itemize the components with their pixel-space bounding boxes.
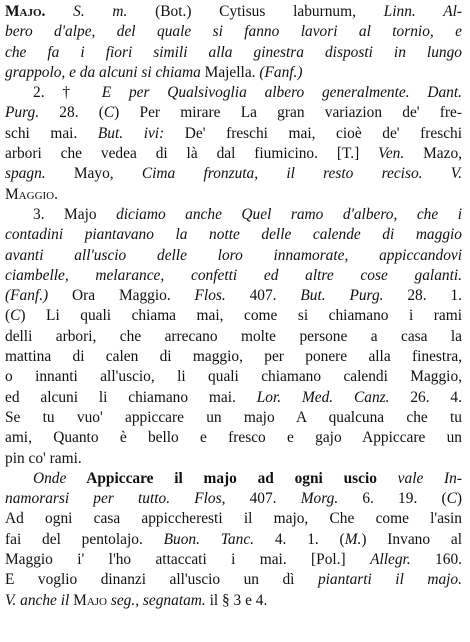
text-run: De' freschi mai, cioè de' freschi [164,124,462,142]
italic-text: S. m. [73,3,128,20]
italic-text: (Fanf.) [5,287,49,305]
text-run: ) [456,490,462,508]
text-run: Majella. [204,63,260,81]
text-run: o innanti all'uscio, li quali chiamano calendi Maggio, [5,368,462,386]
italic-text: Flos. [194,287,226,305]
italic-text: Allegr. [370,551,411,569]
text-run: 28. ( [39,104,104,122]
text-line [5,22,462,42]
italic-text: (Fanf.) [259,63,303,81]
italic-text: Linn. Al- [383,3,462,20]
italic-text: avanti all'uscio delle loro innamorate, appiccandovi [5,246,462,264]
italic-text: contadini piantavano la notte delle calende di maggio [5,226,462,244]
italic-text: Morg. [300,490,339,508]
text-run: Mazo, [404,145,462,163]
text-line [5,124,462,144]
headword: Majo [5,3,42,20]
text-line [5,428,462,448]
text-line [5,43,462,63]
text-run: arbori che vedea di là dal fiumicino. [T.] [5,145,379,163]
text-run: Ad ogni casa appiccheresti il majo, Che come l'asin [5,510,462,528]
bold-text: . [41,3,74,20]
bold-text: Appiccare il majo ad ogni uscio [66,469,398,487]
italic-text: Flos, [194,490,226,508]
italic-text: Cima fronzuta, il resto reciso. V. [141,165,462,183]
text-line [5,246,462,266]
italic-text: But. ivi: [97,124,165,142]
text-run: Se tu vuo' appiccare un majo A qualcuna che tu [5,408,462,426]
italic-text: diciamo anche Quel ramo d'albero, che i [116,205,462,223]
text-run: ( [5,307,11,325]
text-run: 160. [410,551,462,569]
text-run: ami, Quanto è bello e fresco e gajo Appiccare un [5,429,462,447]
italic-text: bero d'alpe, del quale si fanno lavori al tornio, e [5,23,462,41]
italic-text: anche il [20,591,70,609]
text-run: schi mai. [5,124,98,142]
text-run: ) Invano al [361,530,462,548]
text-line [5,144,462,164]
italic-text: C [446,490,457,508]
italic-text: grappolo, e da alcuni si chiama [5,63,205,81]
text-line [5,550,462,570]
italic-text: seg., segnatam. [110,591,206,609]
text-run: (Bot.) Cytisus laburnum, [127,3,384,20]
text-run: 28. 1. [383,287,462,305]
italic-text: namorarsi per tutto. [5,490,171,508]
text-run: mattina di calen di maggio, per ponere alla finestra, [5,348,462,366]
text-line [5,469,462,489]
text-run: 6. 19. ( [338,490,447,508]
italic-text: C [103,104,115,122]
text-run: 407. [225,287,301,305]
italic-text: Buon. Tanc. [163,530,254,548]
text-run: 407. [225,490,301,508]
italic-text: V. [5,591,17,609]
text-run [170,490,194,507]
text-run: ) Li quali chiama mai, come si chiamano i rami [20,307,462,325]
text-run: 3. Majo [33,205,117,223]
italic-text: vale In- [397,469,462,487]
text-line [5,591,462,611]
italic-text: Lor. Med. Canz. [256,388,390,406]
text-line [5,83,462,103]
text-line [5,408,462,428]
text-run: ed alcuni li chiamano mai. [5,388,257,406]
italic-text: Ven. [378,145,405,163]
text-line [5,449,462,469]
text-run: delli arbori, che arrecano molte persone a casa la [5,327,462,345]
text-line [5,205,462,225]
text-line [5,63,462,83]
text-run: E voglio dinanzi all'uscio un dì [5,571,318,589]
italic-text: E per Qualsivoglia albero generalmente. Dant. [101,84,462,102]
text-line [5,225,462,245]
dictionary-entry-majo [5,2,462,611]
text-line [5,266,462,286]
text-line [5,489,462,509]
italic-text: piantarti il majo. [317,571,462,589]
text-line [5,306,462,326]
text-run: Mayo, [45,165,142,183]
text-run: fai del pentolajo. [5,530,164,548]
text-run: 4. 1. ( [254,530,345,548]
text-run: ) Per mirare La gran variazion de' fre- [114,104,462,122]
text-run: il § 3 e 4. [205,591,268,609]
text-line [5,388,462,408]
text-run: Ora Maggio. [48,287,195,305]
text-line [5,327,462,347]
text-run: pin co' rami. [5,449,82,467]
italic-text: C [10,307,21,325]
text-line [5,530,462,550]
text-run: . [54,185,58,203]
text-line [5,185,462,205]
italic-text: ciambelle, melarance, confetti ed altre cose galanti. [5,266,462,284]
text-line [5,103,462,123]
text-line [5,286,462,306]
italic-text: Purg. [5,104,40,122]
text-line [5,367,462,387]
text-run: Maggio i' l'ho attaccati i mai. [Pol.] [5,551,371,569]
text-line [5,164,462,184]
italic-text: M. [344,530,362,548]
text-line [5,509,462,529]
text-run: 2. † [33,84,102,102]
text-line [5,570,462,590]
small-caps-text: Maggio [5,185,55,203]
italic-text: Onde [33,469,67,487]
text-line [5,347,462,367]
small-caps-text: Majo [73,591,107,609]
text-run: 26. 4. [389,388,462,406]
text-line [5,2,462,22]
italic-text: spagn. [5,165,46,183]
italic-text: But. Purg. [300,287,384,305]
italic-text: che fa i fiori simili alla ginestra disposti in lungo [5,43,462,61]
